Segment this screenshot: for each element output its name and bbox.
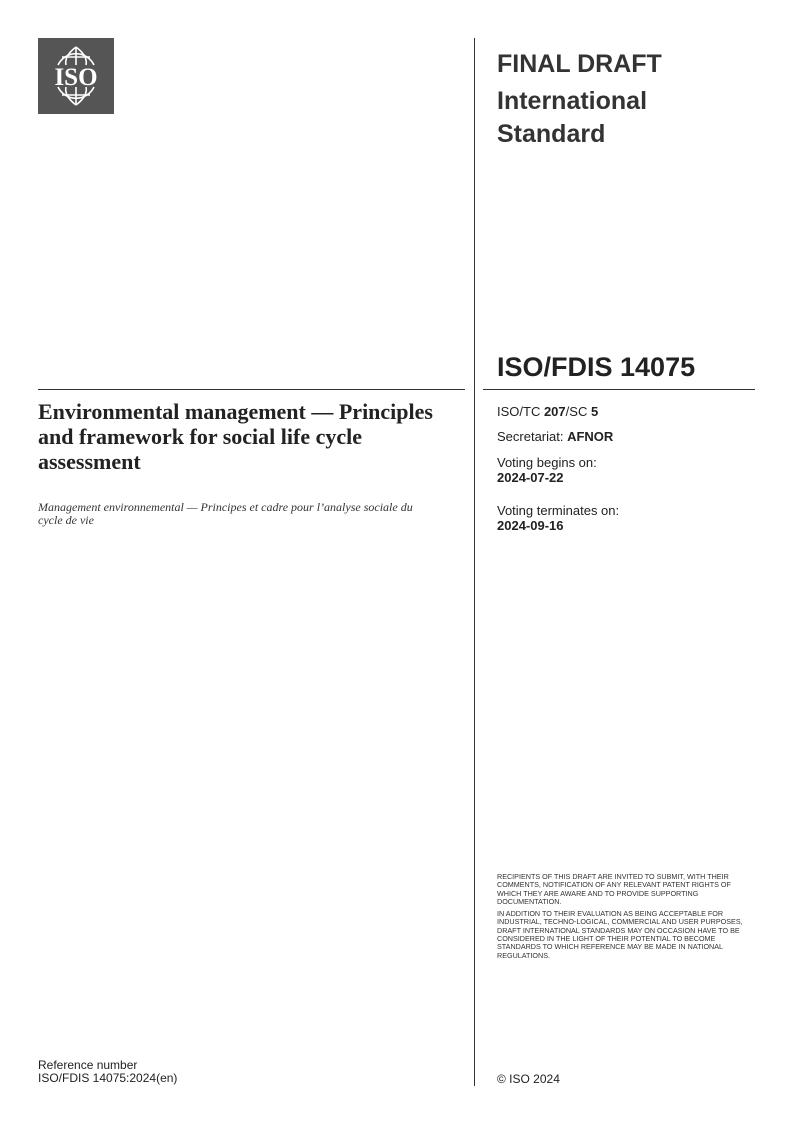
committee-sep: /SC (565, 404, 591, 419)
reference-value: ISO/FDIS 14075:2024(en) (38, 1071, 178, 1085)
copyright: © ISO 2024 (497, 1072, 560, 1086)
french-title: Management environnemental — Principes et cadre pour l’analyse sociale du cycle de vie (38, 500, 413, 527)
draft-status: FINAL DRAFT (497, 50, 662, 78)
committee (497, 404, 598, 419)
document-title: Environmental management — Principles and framework for social life cycle assessment (38, 399, 433, 474)
voting-begins-label: Voting begins on: (497, 455, 597, 470)
notice-paragraph-2: IN ADDITION TO THEIR EVALUATION AS BEING ACCEPTABLE FOR INDUSTRIAL, TECHNO-LOGICAL, COMMERCIAL AND USER PURPOSES, DRAFT INTERNATIONAL STANDARDS MAY ON OCCASION HAVE TO BE CONSIDERED IN THE LIGHT OF THEIR POTENTIAL TO BECOME STANDARDS TO WHICH REFERENCE MAY BE MADE IN NATIONAL REGULATIONS. (497, 909, 743, 960)
voting-begins (497, 455, 597, 485)
reference-number (38, 1059, 177, 1085)
standard-number: ISO/FDIS 14075 (497, 352, 696, 382)
horizontal-divider-left (38, 389, 465, 390)
voting-begins-date: 2024-07-22 (497, 470, 564, 485)
notice-paragraph-1: RECIPIENTS OF THIS DRAFT ARE INVITED TO SUBMIT, WITH THEIR COMMENTS, NOTIFICATION OF ANY RELEVANT PATENT RIGHTS OF WHICH THEY ARE AWARE AND TO PROVIDE SUPPORTING DOCUMENTATION. (497, 872, 731, 906)
committee-tc: 207 (543, 404, 566, 419)
secretariat-value: AFNOR (567, 429, 614, 444)
voting-terminates (497, 503, 619, 533)
voting-ends-label: Voting terminates on: (497, 503, 620, 518)
horizontal-divider-right (483, 389, 755, 390)
voting-ends-date: 2024-09-16 (497, 518, 564, 533)
document-type-line2: Standard (497, 120, 606, 148)
logo-text: ISO (54, 64, 98, 91)
globe-icon (38, 38, 114, 114)
iso-logo (38, 38, 114, 114)
draft-notice (497, 873, 757, 964)
document-type-line1: International (497, 87, 648, 115)
secretariat-label: Secretariat: (497, 429, 568, 444)
vertical-divider (474, 38, 475, 1086)
reference-label: Reference number (38, 1058, 138, 1072)
secretariat (497, 429, 613, 444)
committee-sc: 5 (590, 404, 599, 419)
committee-prefix: ISO/TC (497, 404, 544, 419)
